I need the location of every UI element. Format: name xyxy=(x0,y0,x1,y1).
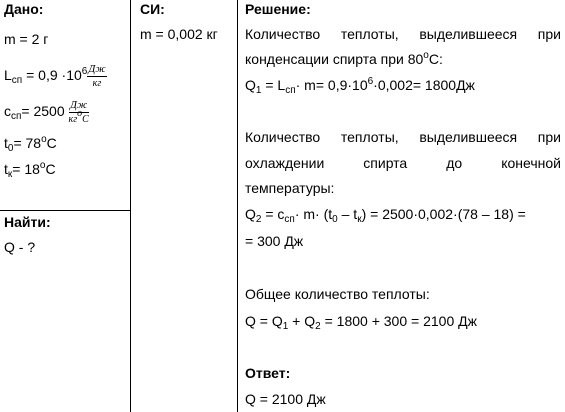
formula-q2-result: = 300 Дж xyxy=(245,233,304,249)
formula-q-total: $Q = Q_1 + Q_2 = 1800 + 300 = 2100$ Дж xyxy=(245,313,477,332)
solution-p2-line3: температуры: xyxy=(245,180,335,196)
unit-fraction-j-per-kg: $\frac{Дж}{кг}$ xyxy=(88,63,106,89)
solution-p2-line1: Количество теплоты, выделившееся при xyxy=(245,129,561,145)
row-divider-given-find xyxy=(0,210,131,211)
solution-p2-line2: охлаждении спирта до конечной xyxy=(245,155,561,171)
solution-p1-line1: Количество теплоты, выделившееся при xyxy=(245,26,561,42)
given-initial-temperature: $t_0= 78^оC$ xyxy=(4,134,57,154)
answer-value: Q = 2100 Дж xyxy=(245,391,326,407)
find-value: Q - ? xyxy=(4,239,36,255)
formula-q2: $Q_2 = c_{сп}\cdot m\cdot (t_0 - t_к) = 2500\cdot 0,002\cdot(78 - 18)$ = xyxy=(245,206,526,225)
col-divider-1 xyxy=(130,0,131,412)
col-divider-2 xyxy=(237,0,238,412)
given-header: Дано: xyxy=(4,1,44,17)
solution-p1-line2: конденсации спирта при $80^оС$: xyxy=(245,50,443,67)
solution-header: Решение: xyxy=(245,1,311,17)
unit-fraction-j-per-kg-deg: $\frac{Дж}{кг^оC}$ xyxy=(68,99,89,125)
find-header: Найти: xyxy=(4,214,51,230)
given-final-temperature: $t_к= 18^оC$ xyxy=(4,160,56,180)
answer-header: Ответ: xyxy=(245,365,291,381)
solution-p3-line1: Общее количество теплоты: xyxy=(245,286,430,302)
given-latent-heat: $L_{сп} = 0,9 \cdot 10^6$ $\frac{Дж}{кг}$ xyxy=(4,63,106,89)
given-specific-heat: $c_{сп}= 2500$ $\frac{Дж}{кг^оC}$ xyxy=(4,99,89,125)
formula-q1: $Q_1 = L_{сп}\cdot m= 0,9\cdot 10^6\cdot 0,002= 1800Дж$ xyxy=(245,76,475,96)
si-mass: m = 0,002 кг xyxy=(140,26,218,42)
si-header: СИ: xyxy=(140,1,165,17)
given-mass: m = 2 г xyxy=(4,31,49,47)
